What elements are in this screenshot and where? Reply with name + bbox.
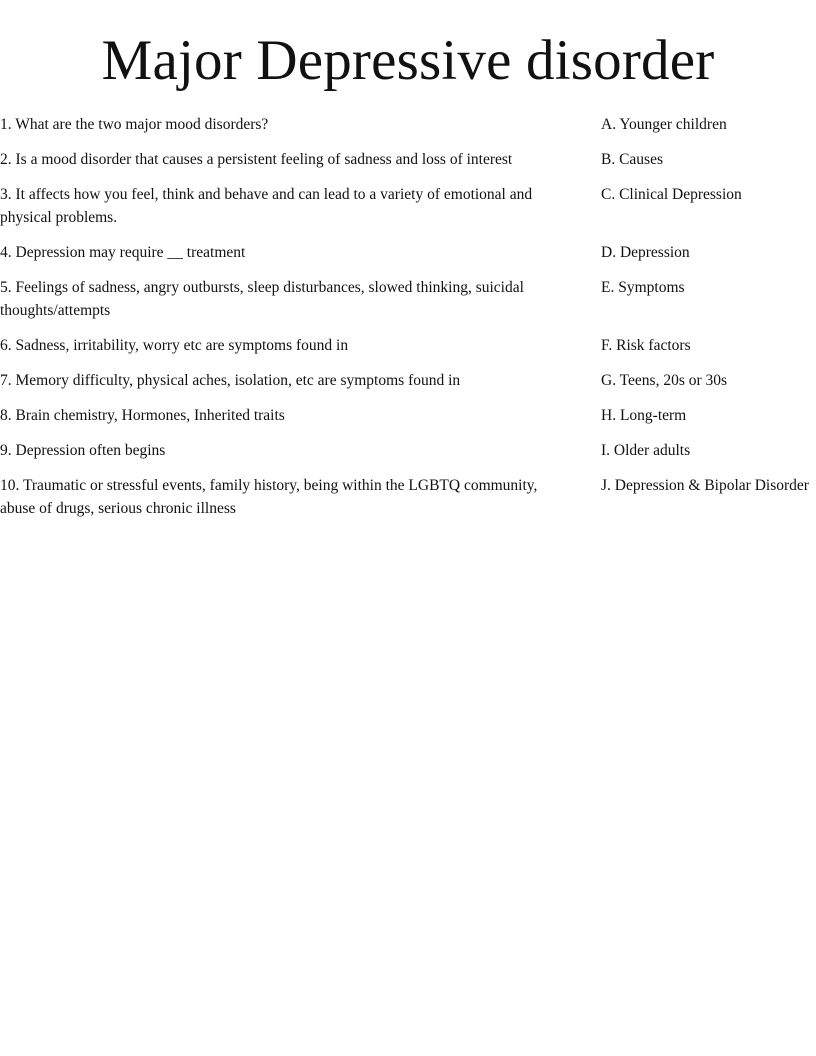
matching-row [0,183,816,229]
answer-option: D. Depression [601,244,690,261]
question-text: 6. Sadness, irritability, worry etc are symptoms found in [0,337,349,354]
question-text: 10. Traumatic or stressful events, family history, being within the LGBTQ community, abuse of drugs, serious chronic illness [0,477,538,517]
answer-option: J. Depression & Bipolar Disorder [601,477,809,494]
matching-row [0,474,816,520]
matching-row [0,276,816,322]
answer-option: B. Causes [601,151,663,168]
answer-option: I. Older adults [601,442,691,459]
matching-row [0,439,816,462]
question-text: 1. What are the two major mood disorders? [0,116,269,133]
question-text: 4. Depression may require __ treatment [0,244,246,261]
matching-row [0,241,816,264]
question-text: 3. It affects how you feel, think and behave and can lead to a variety of emotional and physical problems. [0,186,533,226]
matching-row [0,369,816,392]
question-text: 8. Brain chemistry, Hormones, Inherited traits [0,407,285,424]
matching-row [0,113,816,136]
answer-option: G. Teens, 20s or 30s [601,372,728,389]
question-text: 9. Depression often begins [0,442,166,459]
answer-option: H. Long-term [601,407,687,424]
matching-row [0,334,816,357]
question-text: 5. Feelings of sadness, angry outbursts, sleep disturbances, slowed thinking, suicidal thoughts/attempts [0,279,524,319]
page-title: Major Depressive disorder [101,29,715,92]
answer-option: C. Clinical Depression [601,186,742,203]
matching-list [0,113,816,532]
matching-row [0,148,816,171]
question-text: 2. Is a mood disorder that causes a persistent feeling of sadness and loss of interest [0,151,513,168]
matching-row [0,404,816,427]
answer-option: E. Symptoms [601,279,685,296]
question-text: 7. Memory difficulty, physical aches, isolation, etc are symptoms found in [0,372,461,389]
answer-option: A. Younger children [601,116,727,133]
answer-option: F. Risk factors [601,337,691,354]
